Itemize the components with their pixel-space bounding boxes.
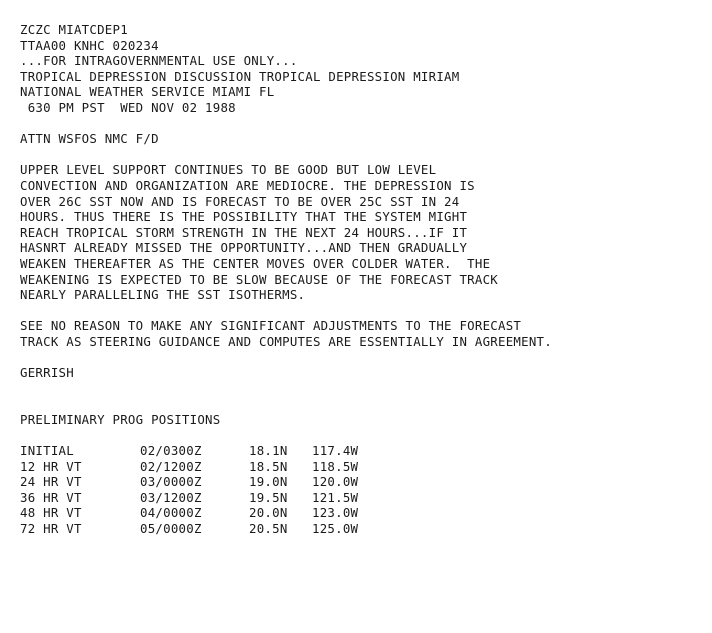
position-row [20,443,708,459]
position-row [20,474,708,490]
paragraph-line: OVER 26C SST NOW AND IS FORECAST TO BE OVER 25C SST IN 24 [20,193,460,209]
spacer [20,349,708,365]
positions-table [20,443,708,537]
attn-line: ATTN WSFOS NMC F/D [20,131,159,147]
header-line: TROPICAL DEPRESSION DISCUSSION TROPICAL DEPRESSION MIRIAM [20,68,460,84]
spacer [20,303,708,319]
paragraph-line: REACH TROPICAL STORM STRENGTH IN THE NEXT 24 HOURS...IF IT [20,224,468,240]
forecaster-signature: GERRISH [20,365,74,381]
position-lon: 117.4W [312,443,359,459]
spacer [20,116,708,132]
position-label: INITIAL [20,443,74,459]
header-line: ZCZC MIATCDEP1 [20,22,128,37]
discussion-paragraph-1 [20,162,708,302]
paragraph-line: CONVECTION AND ORGANIZATION ARE MEDIOCRE. THE DEPRESSION IS [20,177,475,193]
position-lat: 18.5N [249,458,288,474]
position-lat: 20.0N [249,505,288,521]
position-lon: 118.5W [312,458,359,474]
position-label: 72 HR VT [20,521,82,536]
paragraph-line: HASNRT ALREADY MISSED THE OPPORTUNITY...AND THEN GRADUALLY [20,240,468,256]
header-line: 630 PM PST WED NOV 02 1988 [20,99,236,115]
position-label: 48 HR VT [20,505,82,521]
position-lat: 19.0N [249,474,288,490]
teletype-bulletin [20,22,708,537]
header-line: ...FOR INTRAGOVERNMENTAL USE ONLY... [20,53,298,69]
paragraph-line: WEAKEN THEREAFTER AS THE CENTER MOVES OVER COLDER WATER. THE [20,255,491,271]
position-lat: 20.5N [249,521,288,536]
paragraph-line: NEARLY PARALLELING THE SST ISOTHERMS. [20,287,306,303]
position-time: 02/1200Z [140,458,202,474]
position-row [20,459,708,475]
position-time: 02/0300Z [140,443,202,459]
positions-title: PRELIMINARY PROG POSITIONS [20,411,221,427]
position-time: 04/0000Z [140,505,202,521]
position-label: 24 HR VT [20,474,82,490]
header-line: NATIONAL WEATHER SERVICE MIAMI FL [20,84,275,100]
position-lon: 121.5W [312,489,359,505]
position-row [20,505,708,521]
spacer [20,427,708,443]
position-lon: 123.0W [312,505,359,521]
paragraph-line: UPPER LEVEL SUPPORT CONTINUES TO BE GOOD BUT LOW LEVEL [20,162,437,178]
position-label: 12 HR VT [20,458,82,474]
paragraph-line: TRACK AS STEERING GUIDANCE AND COMPUTES ARE ESSENTIALLY IN AGREEMENT. [20,333,552,349]
position-label: 36 HR VT [20,489,82,505]
spacer [20,381,708,412]
position-row [20,521,708,537]
paragraph-line: HOURS. THUS THERE IS THE POSSIBILITY THAT THE SYSTEM MIGHT [20,209,468,225]
discussion-paragraph-2 [20,318,708,349]
position-time: 03/1200Z [140,489,202,505]
position-lon: 125.0W [312,521,359,536]
position-lat: 19.5N [249,489,288,505]
paragraph-line: WEAKENING IS EXPECTED TO BE SLOW BECAUSE OF THE FORECAST TRACK [20,271,499,287]
position-time: 03/0000Z [140,474,202,490]
header-line: TTAA00 KNHC 020234 [20,37,159,53]
position-lon: 120.0W [312,474,359,490]
spacer [20,147,708,163]
position-time: 05/0000Z [140,521,202,536]
paragraph-line: SEE NO REASON TO MAKE ANY SIGNIFICANT ADJUSTMENTS TO THE FORECAST [20,318,522,334]
position-lat: 18.1N [249,443,288,459]
bulletin-header [20,22,708,116]
position-row [20,490,708,506]
